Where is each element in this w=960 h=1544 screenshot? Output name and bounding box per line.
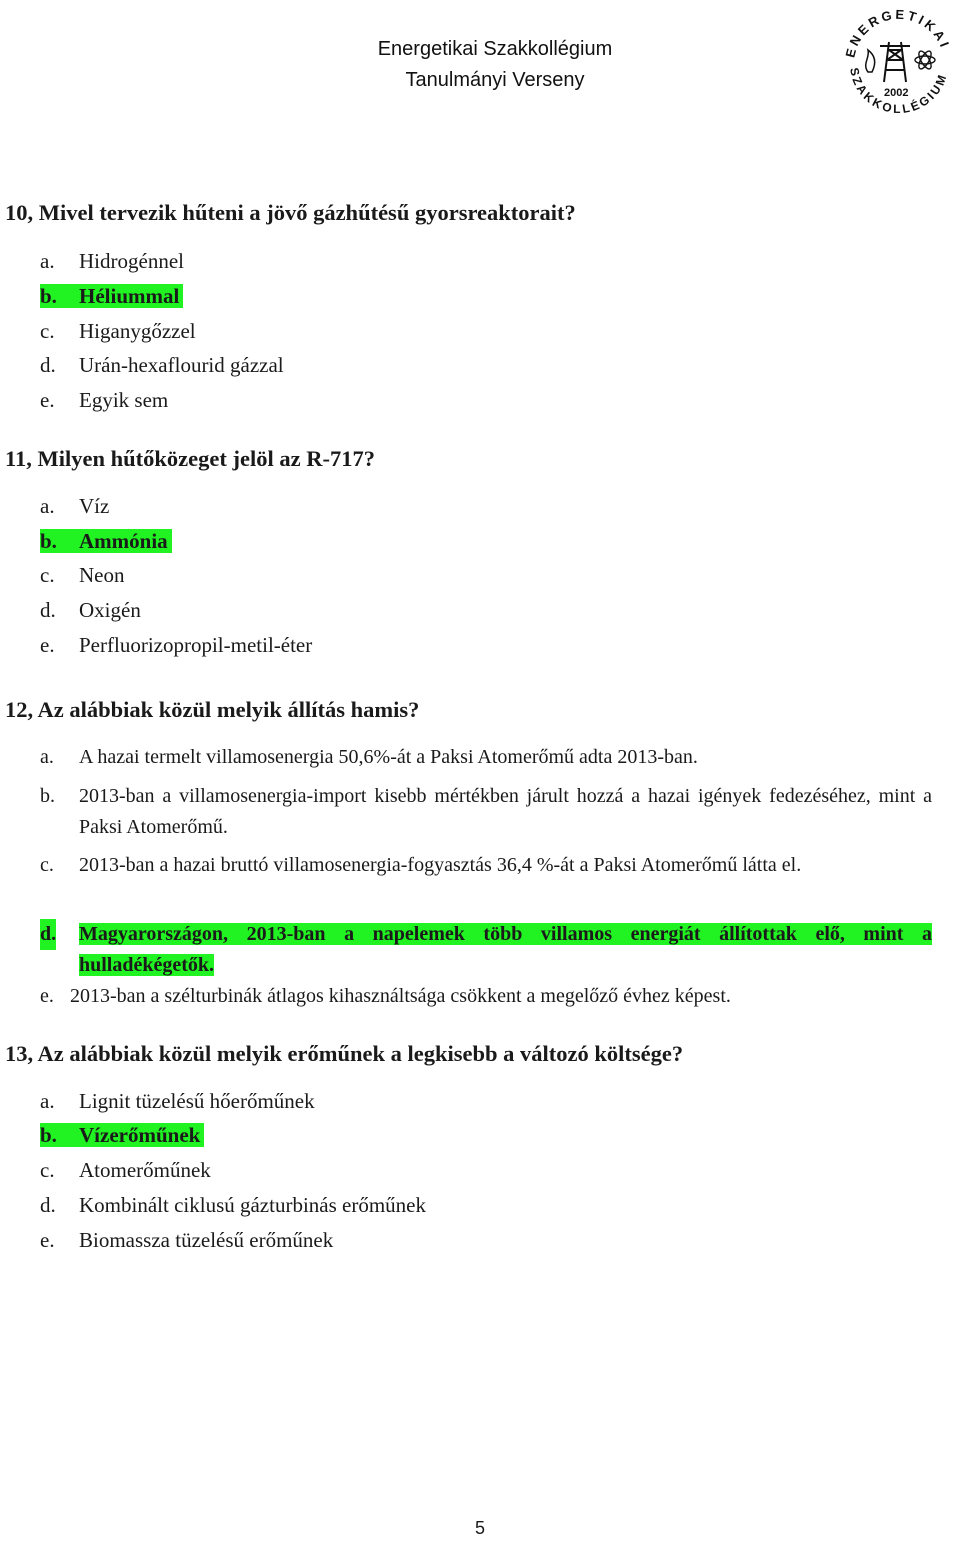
question-10-option-d: d. Urán-hexaflourid gázzal (40, 353, 284, 377)
question-11-option-d: d. Oxigén (40, 598, 141, 622)
question-12-option-a: a. A hazai termelt villamosenergia 50,6%-át a Paksi Atomerőmű adta 2013-ban. (40, 746, 698, 768)
question-12-option-c: c. 2013-ban a hazai bruttó villamosenergia-fogyasztás 36,4 %-át a Paksi Atomerőmű látta el. (40, 854, 802, 876)
question-13-option-a: a. Lignit tüzelésű hőerőműnek (40, 1089, 315, 1113)
question-13-title: 13, Az alábbiak közül melyik erőműnek a legkisebb a változó költsége? (5, 1041, 684, 1066)
question-12-option-b: b. 2013-ban a villamosenergia-import kisebb mértékben járult hozzá a hazai igények fedezéséhez, mint a Paksi Atomerőmű. (40, 785, 932, 838)
question-11-option-a: a. Víz (40, 494, 110, 518)
question-10-title: 10, Mivel tervezik hűteni a jövő gázhűtésű gyorsreaktorait? (5, 200, 576, 225)
question-11-option-e: e. Perfluorizopropil-metil-éter (40, 633, 313, 657)
svg-text:ENERGETIKAI: ENERGETIKAI (842, 6, 954, 60)
svg-text:SZAKKOLLÉGIUM: SZAKKOLLÉGIUM (846, 66, 951, 117)
question-10-option-c: c. Higanygőzzel (40, 319, 196, 343)
question-10-option-e: e. Egyik sem (40, 388, 169, 412)
question-11-option-b: b. Ammónia (40, 527, 172, 555)
question-10-option-b: b. Héliummal (40, 282, 183, 310)
energetikai-szakkollegium-logo (840, 2, 958, 120)
question-11-title: 11, Milyen hűtőközeget jelöl az R-717? (5, 446, 375, 471)
question-13-option-d: d. Kombinált ciklusú gázturbinás erőműnek (40, 1193, 427, 1217)
question-12-option-d-text: Magyarországon, 2013-ban a napelemek több villamos energiát állítottak elő, mint a hulladékégetők. (79, 923, 932, 976)
question-11-option-c: c. Neon (40, 563, 125, 587)
question-13-option-e: e. Biomassza tüzelésű erőműnek (40, 1228, 334, 1252)
question-13-option-b: b. Vízerőműnek (40, 1121, 204, 1149)
page-number: 5 (474, 1518, 485, 1538)
question-12-option-e: e. 2013-ban a szélturbinák átlagos kihasználtsága csökkent a megelőző évhez képest. (40, 985, 731, 1007)
svg-text:2002: 2002 (884, 87, 909, 99)
question-12-title: 12, Az alábbiak közül melyik állítás hamis? (5, 697, 420, 722)
page-header (300, 34, 690, 96)
header-line-2: Tanulmányi Verseny (405, 69, 585, 91)
question-10-option-a: a. Hidrogénnel (40, 249, 184, 273)
question-12-option-d: d. Magyarországon, 2013-ban a napelemek több villamos energiát állítottak elő, mint a hulladékégetők. (40, 919, 932, 981)
header-line-1: Energetikai Szakkollégium (377, 38, 613, 60)
question-13-option-c: c. Atomerőműnek (40, 1158, 211, 1182)
